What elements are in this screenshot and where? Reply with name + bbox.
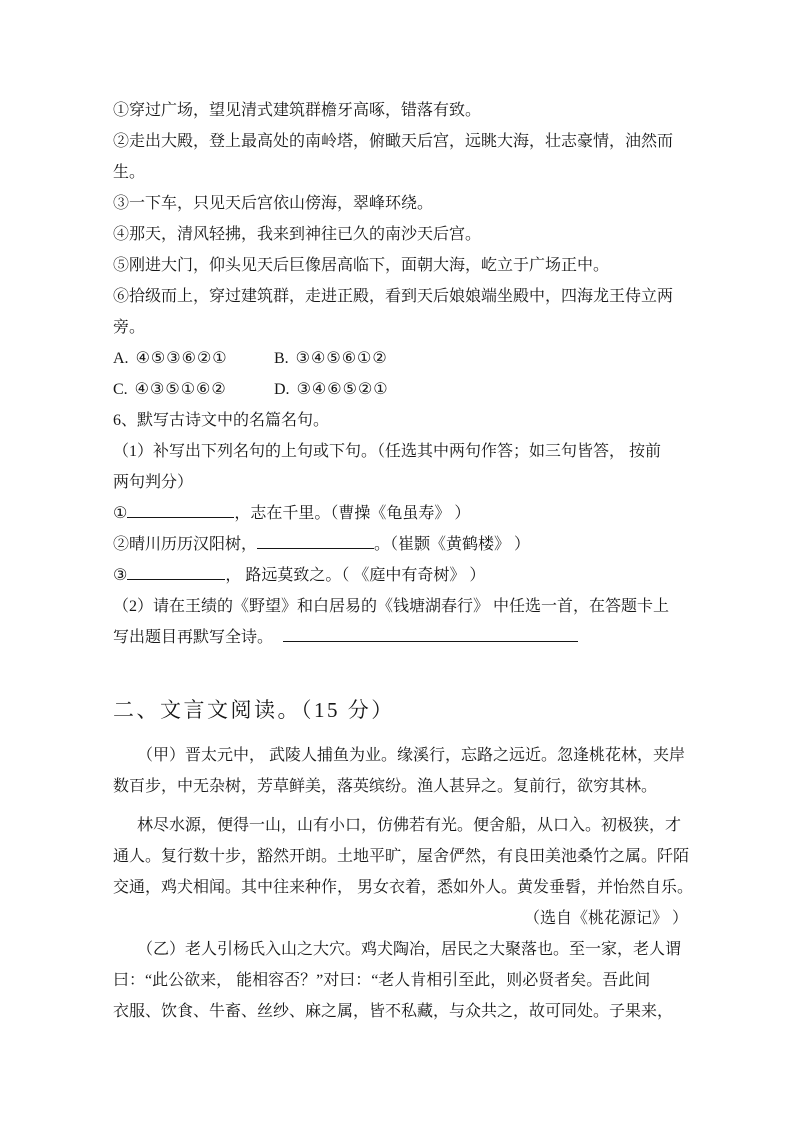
choice-label: B.: [274, 350, 289, 367]
fill-in-item-prefix: ①: [113, 505, 128, 522]
passage-yi-line: （乙）老人引杨氏入山之大穴。鸡犬陶冶，居民之大聚落也。至一家，老人谓: [137, 941, 682, 958]
paragraph-spacer: [113, 802, 688, 810]
sort-sentence-line: ③一下车，只见天后宫依山傍海，翠峰环绕。: [113, 195, 434, 212]
fill-in-item-suffix: ，志在千里。（曹操《龟虽寿》 ）: [234, 505, 471, 522]
question-6-part1-instruction-cont: 两句判分）: [113, 474, 194, 491]
choice-label: D.: [274, 381, 290, 398]
choice-sequence: ④⑤③⑥②①: [135, 350, 228, 367]
sort-sentence-line: ⑥拾级而上，穿过建筑群，走进正殿，看到天后娘娘端坐殿中，四海龙王侍立两: [113, 288, 674, 305]
choice-option-a: [113, 343, 270, 374]
sort-sentence-line: ②走出大殿，登上最高处的南岭塔，俯瞰天后宫，远眺大海，壮志豪情，油然而: [113, 133, 674, 150]
passage-jia-line: 林尽水源，便得一山，山有小口，仿佛若有光。便舍船，从口入。初极狭，才: [137, 817, 682, 834]
question-6-stem: 6、默写古诗文中的名篇名句。: [113, 412, 330, 429]
passage-jia-line: 交通，鸡犬相闻。其中往来种作， 男女衣着，悉如外人。黄发垂髫，并怡然自乐。: [113, 879, 694, 896]
choice-sequence: ③④⑥⑤②①: [296, 381, 389, 398]
answer-blank-line: [127, 503, 234, 518]
choice-option-d: [274, 381, 389, 398]
passage-jia-line: 通人。复行数十步，豁然开朗。土地平旷，屋舍俨然，有良田美池桑竹之属。阡陌: [113, 848, 690, 865]
fill-in-item: [113, 560, 688, 591]
choice-sequence: ③④⑤⑥①②: [295, 350, 388, 367]
question-6-part1-instruction: （1）补写出下列名句的上句或下句。（任选其中两句作答；如三句皆答， 按前: [113, 443, 662, 460]
heading-spacer: [113, 730, 688, 740]
choice-label: C.: [113, 381, 128, 398]
section-2-heading: 二、文言文阅读。（15 分）: [113, 698, 395, 722]
section-spacer: [113, 653, 688, 690]
question-6-part2-instruction-cont: [113, 622, 688, 653]
choice-label: A.: [113, 350, 129, 367]
fill-in-item-prefix: ②晴川历历汉阳树，: [113, 536, 258, 553]
sort-sentence-line: 旁。: [113, 319, 146, 336]
fill-in-item-suffix: 。（崔颢《黄鹤楼》 ）: [374, 536, 531, 553]
fill-in-item-suffix: ， 路远莫致之。（ 《庭中有奇树》 ）: [225, 567, 486, 584]
passage-yi-line: 曰：“此公欲来， 能相容否？”对曰：“老人肯相引至此，则必贤者矣。吾此间: [113, 972, 651, 989]
fill-in-item: [113, 529, 688, 560]
answer-blank-line: [127, 565, 225, 580]
passage-source: （选自《桃花源记》 ）: [523, 910, 688, 927]
choice-row: [113, 374, 688, 405]
choice-row: [113, 343, 688, 374]
fill-in-item-prefix: 写出题目再默写全诗。: [113, 629, 274, 646]
passage-jia-line: 数百步，中无杂树，芳草鲜美，落英缤纷。渔人甚异之。复前行，欲穷其林。: [113, 778, 658, 795]
answer-blank-line: [283, 627, 578, 642]
choice-option-c: [113, 374, 270, 405]
question-6-part2-instruction: （2）请在王绩的《野望》和白居易的《钱塘湖春行》 中任选一首，在答题卡上: [113, 598, 670, 615]
fill-in-item-prefix: ③: [113, 567, 128, 584]
sort-sentence-line: 生。: [113, 164, 146, 181]
passage-yi-line: 衣服、饮食、牛畜、丝纱、麻之属，皆不私藏，与众共之，故可同处。子果来，: [113, 1003, 674, 1020]
answer-blank-line: [257, 534, 374, 549]
fill-in-item: [113, 498, 688, 529]
sort-sentence-line: ①穿过广场，望见清式建筑群檐牙高啄，错落有致。: [113, 102, 482, 119]
sort-sentence-line: ④那天，清风轻拂，我来到神往已久的南沙天后宫。: [113, 226, 482, 243]
choice-option-b: [274, 350, 388, 367]
choice-sequence: ④③⑤①⑥②: [134, 381, 227, 398]
sort-sentence-line: ⑤刚进大门，仰头见天后巨像居高临下，面朝大海，屹立于广场正中。: [113, 257, 610, 274]
passage-jia-line: （甲）晋太元中， 武陵人捕鱼为业。缘溪行，忘路之远近。忽逢桃花林，夹岸: [137, 747, 686, 764]
